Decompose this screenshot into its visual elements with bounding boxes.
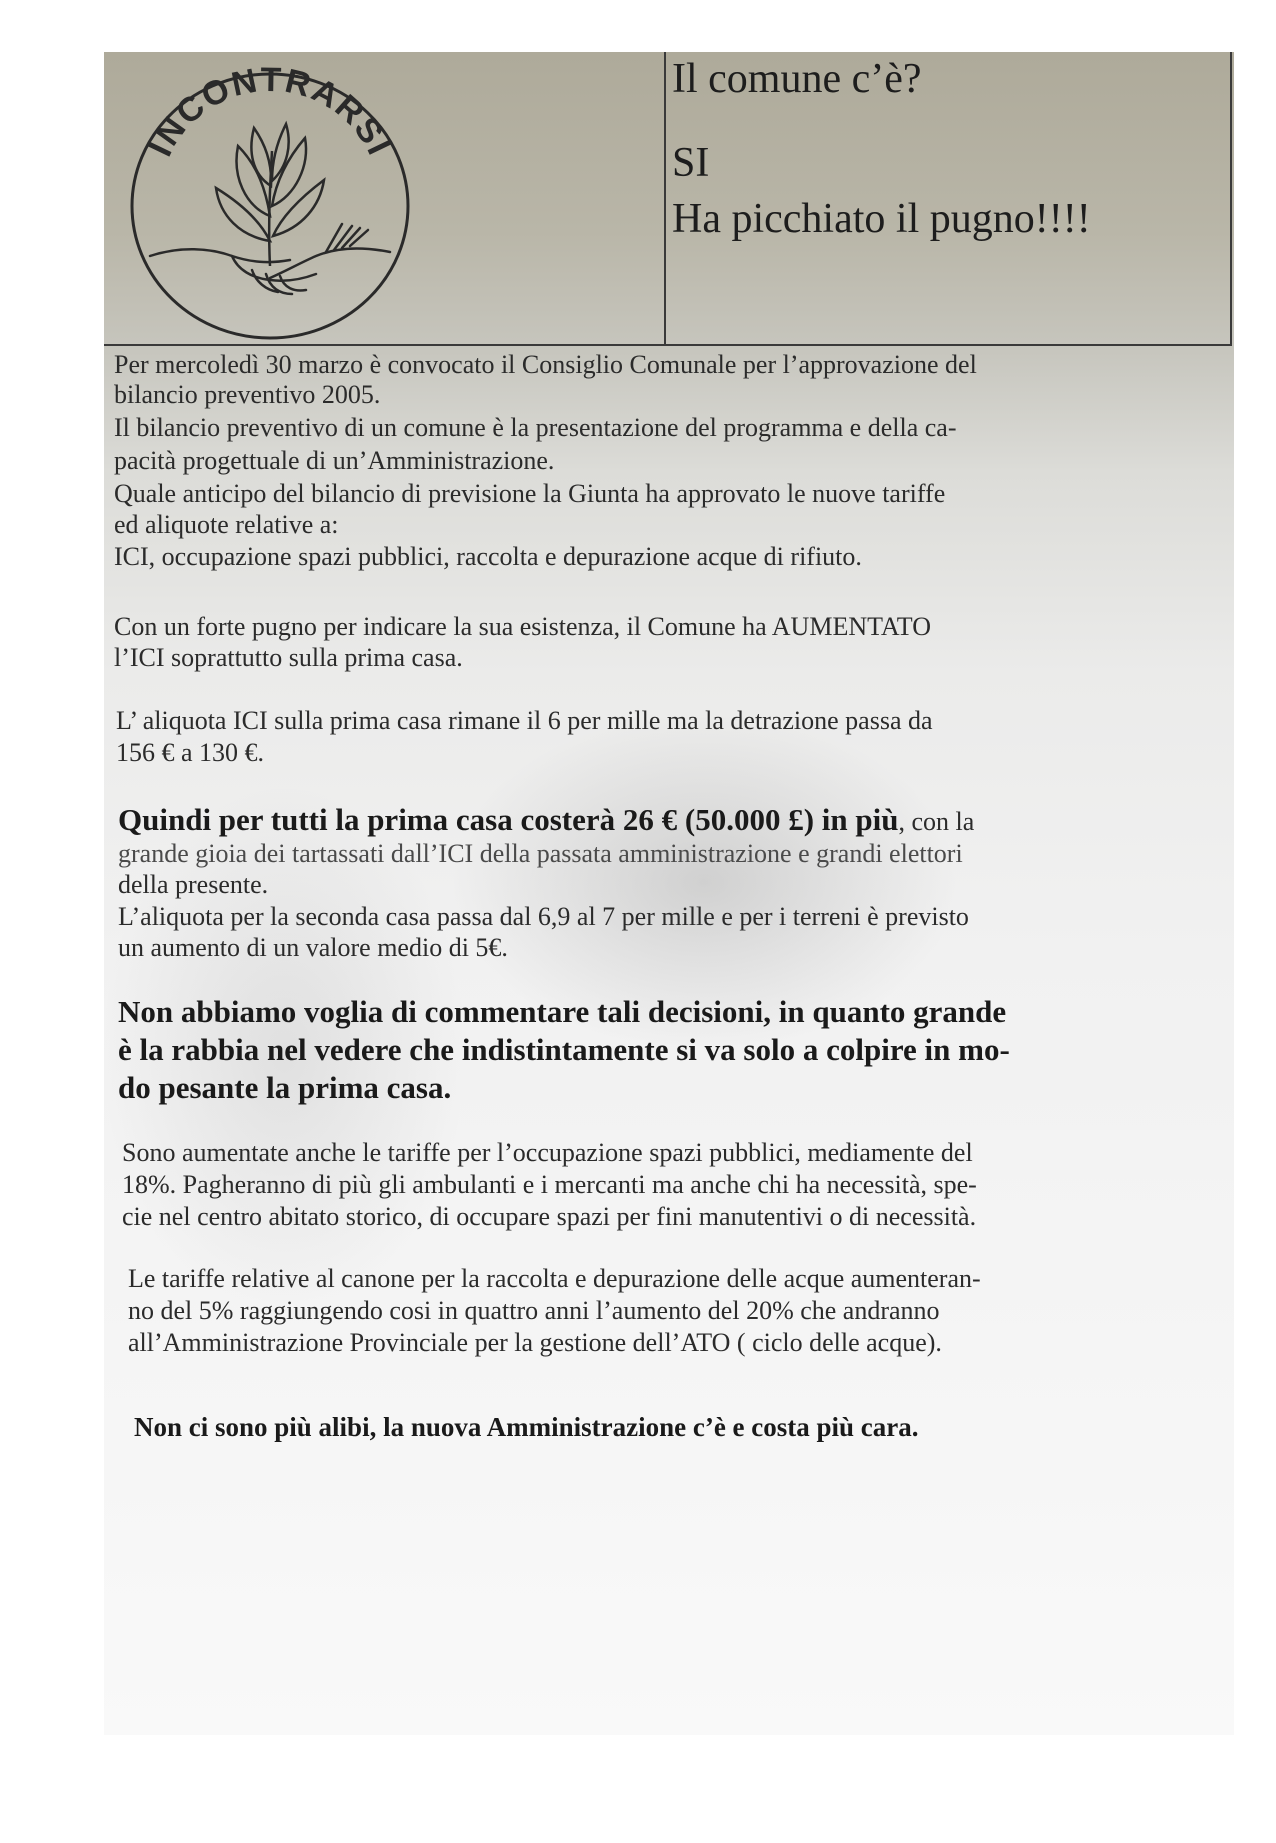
text-fragment: , con la bbox=[898, 807, 975, 836]
text-line: Le tariffe relative al canone per la raccolta e depurazione delle acque aumenteran- bbox=[128, 1264, 981, 1293]
text-line: cie nel centro abitato storico, di occupare spazi per fini manutentivi o di necessità. bbox=[122, 1202, 977, 1231]
bold-statement-line: è la rabbia nel vedere che indistintamente si va solo a colpire in mo- bbox=[118, 1032, 1010, 1067]
text-line-mixed bbox=[118, 804, 974, 835]
text-line: pacità progettuale di un’Amministrazione. bbox=[114, 446, 555, 475]
heading-question: Il comune c’è? bbox=[672, 56, 922, 102]
bold-statement-line: Non abbiamo voglia di commentare tali decisioni, in quanto grande bbox=[118, 994, 1007, 1029]
cost-highlight: Quindi per tutti la prima casa costerà 26 € (50.000 £) in più bbox=[118, 802, 899, 837]
text-line: Per mercoledì 30 marzo è convocato il Consiglio Comunale per l’approvazione del bbox=[114, 350, 977, 379]
text-line: bilancio preventivo 2005. bbox=[114, 380, 381, 409]
text-line: Con un forte pugno per indicare la sua esistenza, il Comune ha AUMENTATO bbox=[114, 612, 931, 641]
text-line: ICI, occupazione spazi pubblici, raccolta e depurazione acque di rifiuto. bbox=[114, 542, 862, 571]
text-line: ed aliquote relative a: bbox=[114, 510, 339, 539]
text-line: L’aliquota per la seconda casa passa dal 6,9 al 7 per mille e per i terreni è previsto bbox=[118, 902, 969, 931]
heading-answer: SI bbox=[672, 140, 710, 186]
text-line: 156 € a 130 €. bbox=[116, 738, 265, 767]
text-line: L’ aliquota ICI sulla prima casa rimane il 6 per mille ma la detrazione passa da bbox=[116, 706, 933, 735]
text-line: all’Amministrazione Provinciale per la gestione dell’ATO ( ciclo delle acque). bbox=[128, 1328, 942, 1357]
text-line: grande gioia dei tartassati dall’ICI della passata amministrazione e grandi elettori bbox=[118, 839, 963, 868]
text-line: l’ICI soprattutto sulla prima casa. bbox=[114, 643, 463, 672]
text-line: 18%. Pagheranno di più gli ambulanti e i mercanti ma anche chi ha necessità, spe- bbox=[122, 1170, 977, 1199]
text-line: no del 5% raggiungendo cosi in quattro anni l’aumento del 20% che andranno bbox=[128, 1296, 940, 1325]
text-line: Quale anticipo del bilancio di previsione la Giunta ha approvato le nuove tariffe bbox=[114, 479, 946, 508]
heading-exclamation: Ha picchiato il pugno!!!! bbox=[672, 196, 1091, 242]
logo-text: INCONTRARSI bbox=[141, 60, 399, 163]
text-line: Il bilancio preventivo di un comune è la presentazione del programma e della ca- bbox=[114, 413, 957, 442]
text-line: della presente. bbox=[118, 870, 269, 899]
flyer-sheet bbox=[104, 52, 1234, 1735]
text-line: un aumento di un valore medio di 5€. bbox=[118, 933, 508, 962]
closing-statement: Non ci sono più alibi, la nuova Amministrazione c’è e costa più cara. bbox=[134, 1412, 919, 1442]
bold-statement-line: do pesante la prima casa. bbox=[118, 1070, 452, 1105]
text-line: Sono aumentate anche le tariffe per l’occupazione spazi pubblici, mediamente del bbox=[122, 1138, 973, 1167]
flyer-body bbox=[104, 52, 1234, 1735]
